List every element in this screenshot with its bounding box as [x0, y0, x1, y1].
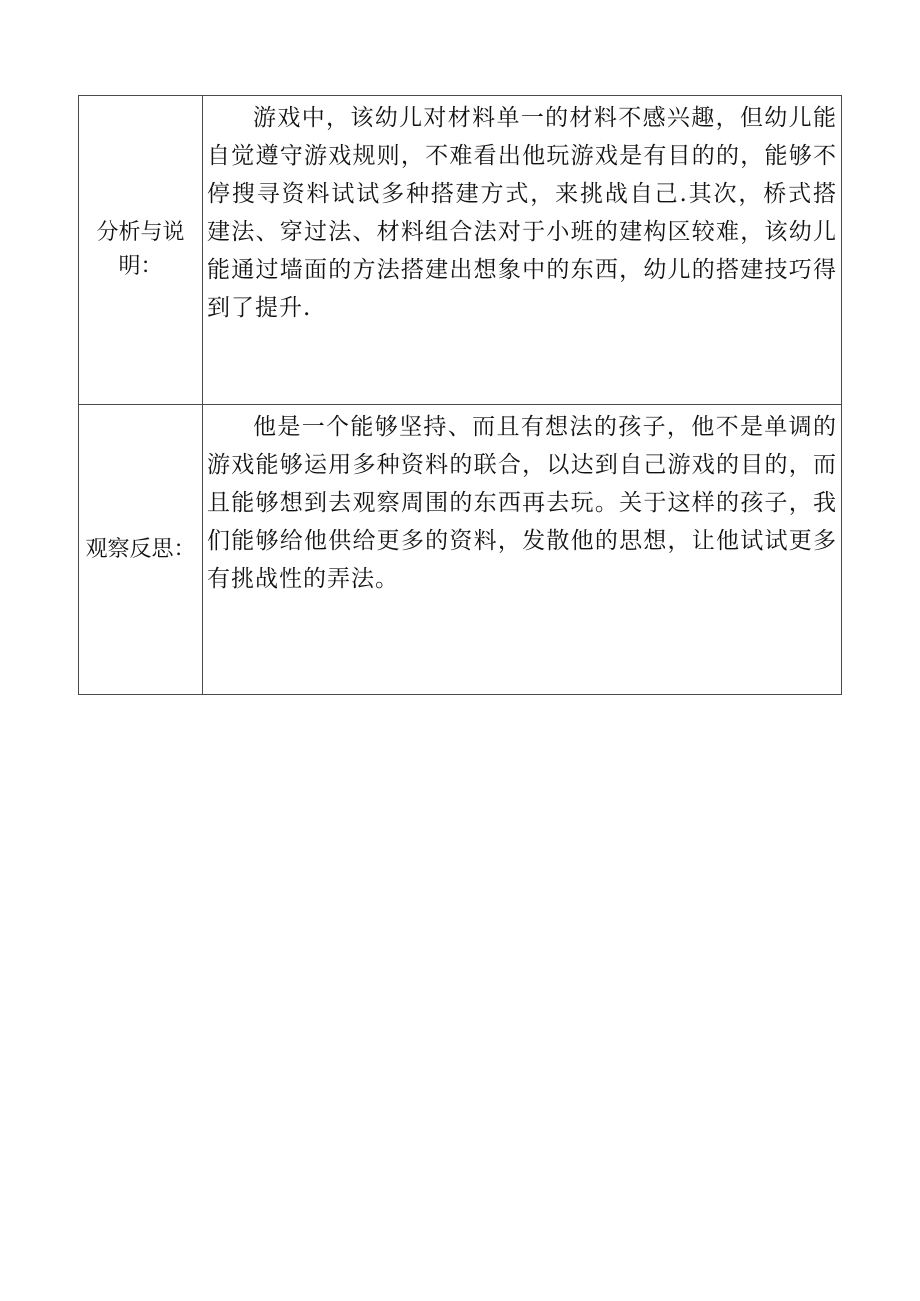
table-row-analysis [79, 96, 842, 405]
analysis-content-cell [203, 96, 842, 405]
reflection-label-cell [79, 405, 203, 695]
table-row-reflection [79, 405, 842, 695]
observation-record-table [78, 95, 842, 695]
analysis-label: 分析与说明： [96, 220, 185, 279]
analysis-text: 游戏中，该幼儿对材料单一的材料不感兴趣，但幼儿能自觉遵守游戏规则，不难看出他玩游戏是有目的的，能够不停搜寻资料试试多种搭建方式，来挑战自己.其次，桥式搭建法、穿过法、材料组合法对于小班的建构区较难，该幼儿能通过墙面的方法搭建出想象中的东西，幼儿的搭建技巧得到了提升. [207, 105, 837, 321]
analysis-label-cell [79, 96, 203, 405]
reflection-content-cell [203, 405, 842, 695]
reflection-label: 观察反思： [85, 536, 196, 562]
reflection-text: 他是一个能够坚持、而且有想法的孩子，他不是单调的游戏能够运用多种资料的联合，以达到自己游戏的目的，而且能够想到去观察周围的东西再去玩。关于这样的孩子，我们能够给他供给更多的资料，发散他的思想，让他试试更多有挑战性的弄法。 [207, 414, 837, 592]
